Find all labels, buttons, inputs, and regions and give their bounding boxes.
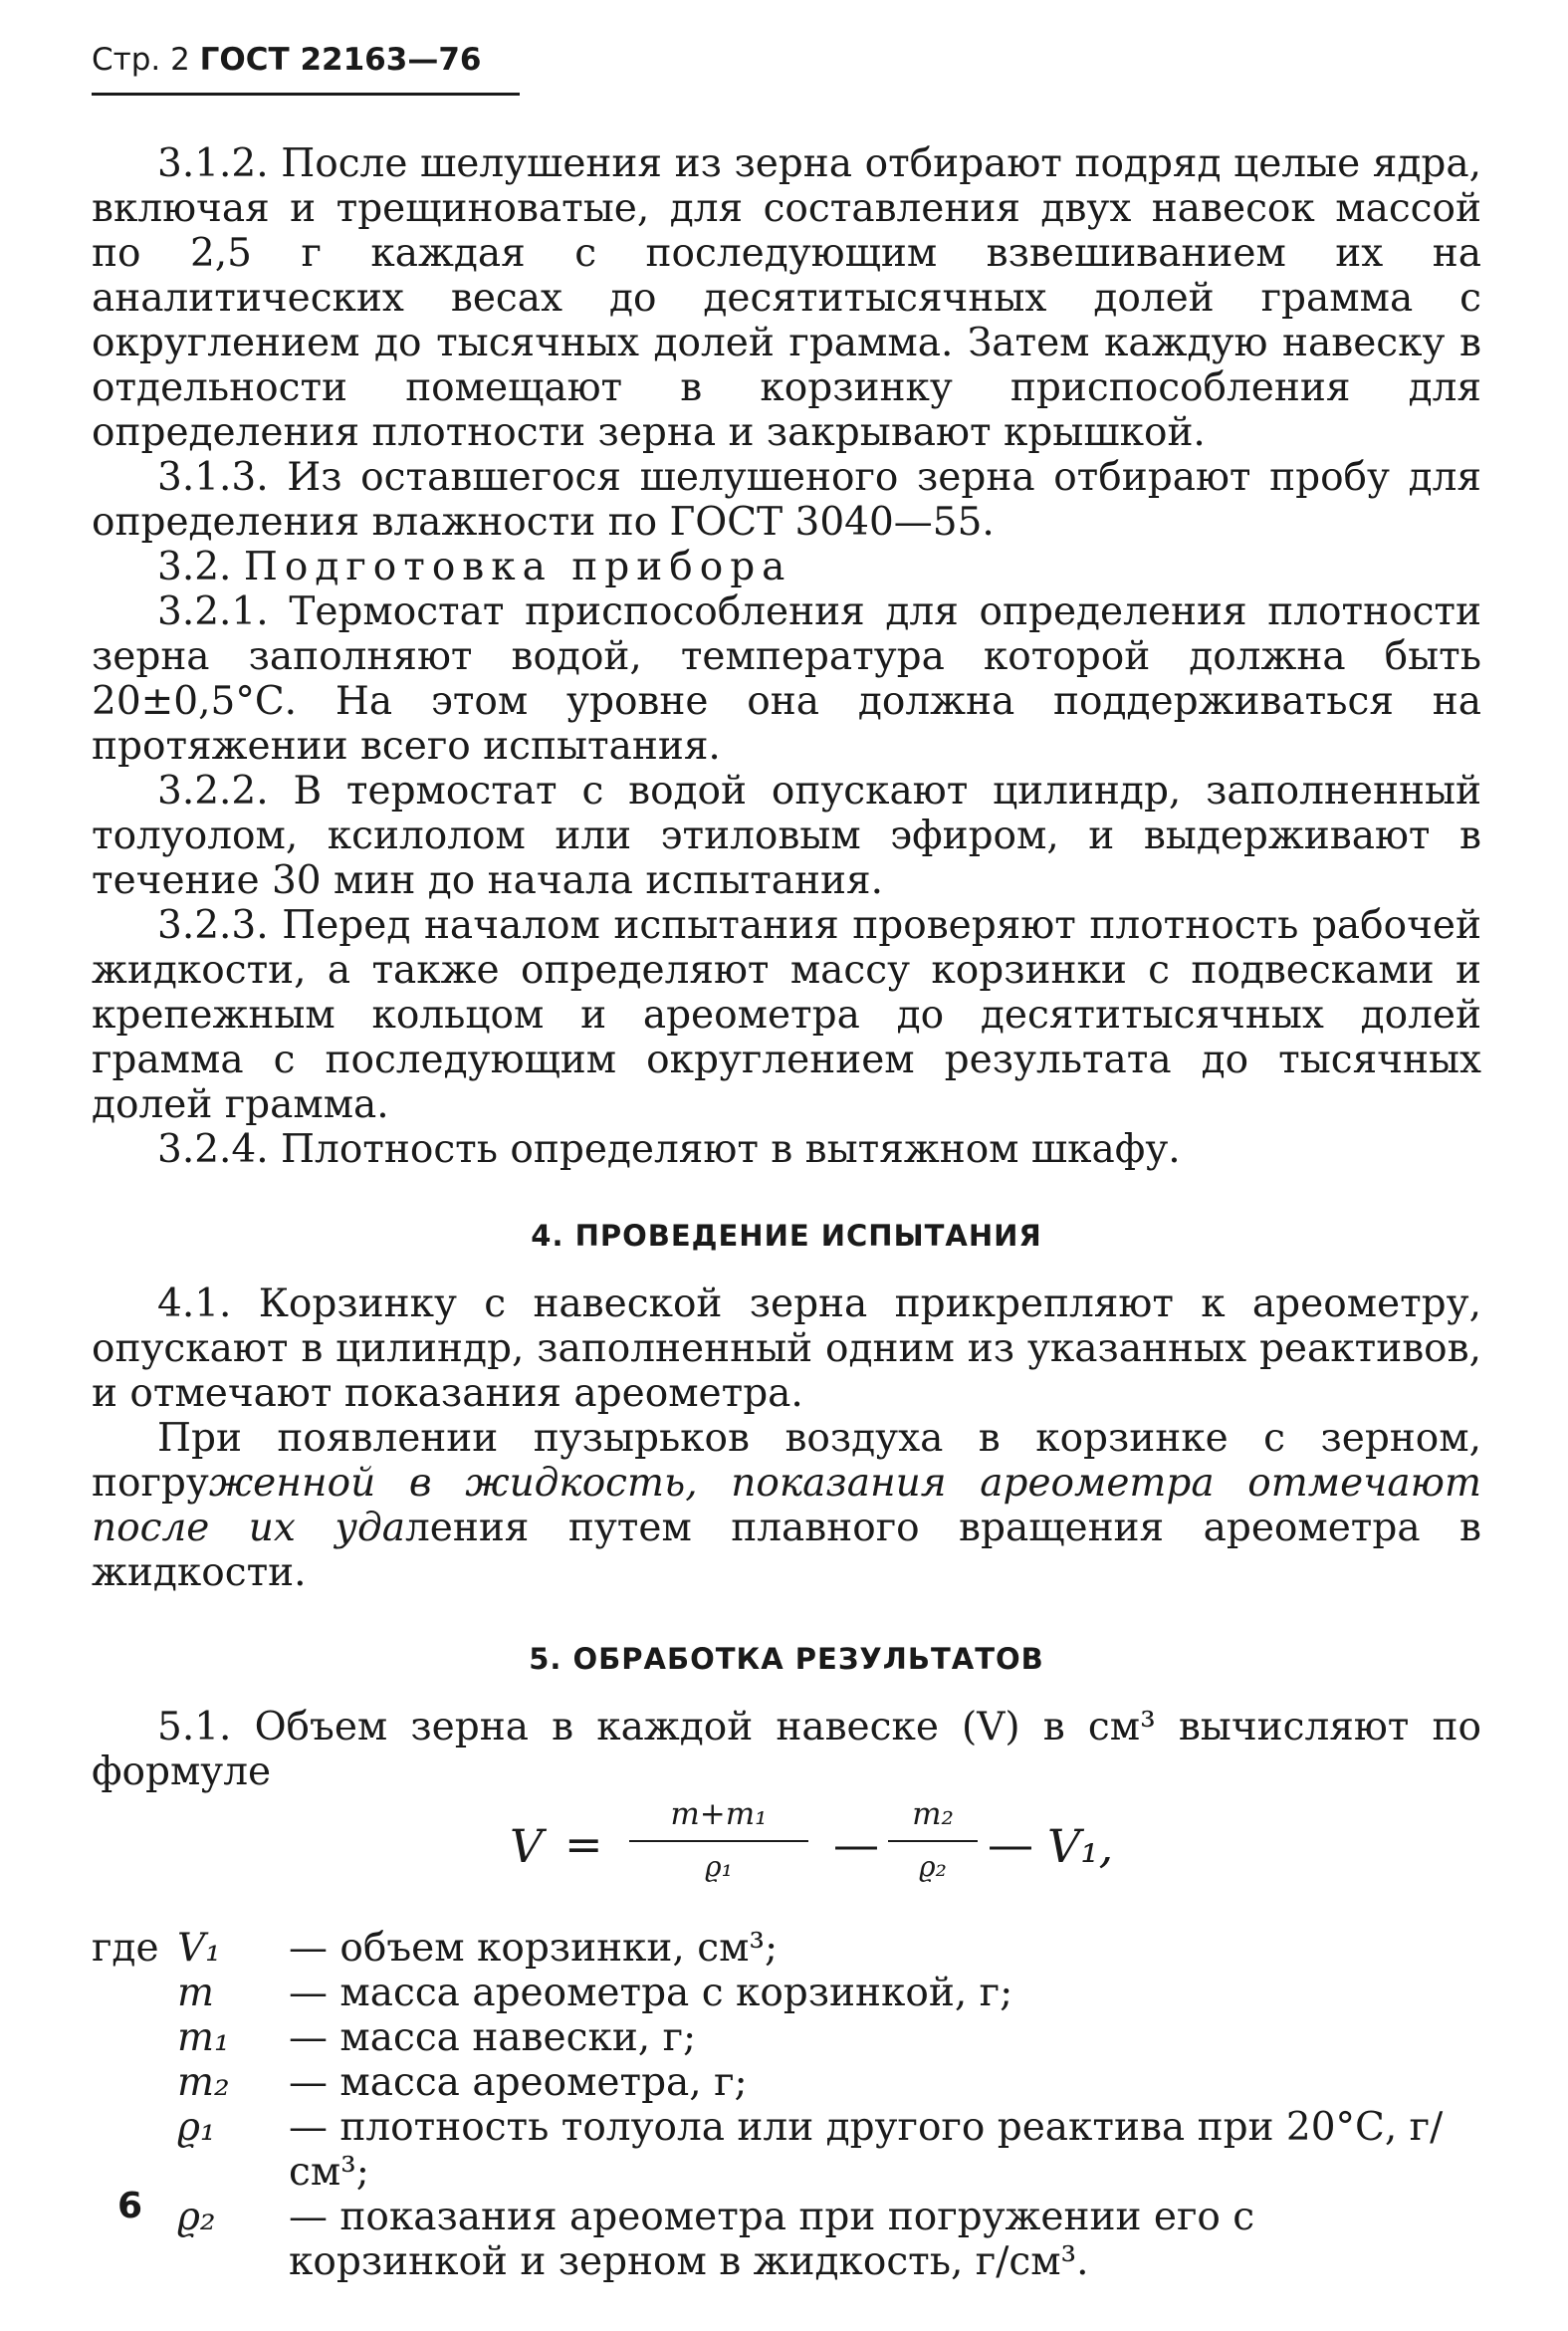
subsection-3-2: [92, 545, 1481, 589]
definition-text: — масса ареометра, г;: [289, 2060, 748, 2105]
definition-symbol: ϱ₁: [177, 2105, 216, 2150]
definition-row: [92, 2060, 1481, 2105]
paragraph-5-1: 5.1. Объем зерна в каждой навеске (V) в см³ вычисляют по формуле: [92, 1705, 1481, 1794]
fraction-2-numerator: m₂: [912, 1796, 954, 1832]
fraction-2-bar: [888, 1840, 978, 1842]
paragraph-3-1-2: 3.1.2. После шелушения из зерна отбирают подряд целые ядра, включая и трещиноватые, для составления двух навесок массой по 2,5 г каждая с последующим взвешиванием их на аналитических весах до десятитысячных долей грамма с округлением до тысячных долей грамма. Затем каждую навеску в отдельности помещают в корзинку приспособления для определения плотности зерна и закрывают крышкой.: [92, 141, 1481, 455]
fraction-1-bar: [629, 1840, 808, 1842]
paragraph-4-1: 4.1. Корзинку с навеской зерна прикрепляют к ареометру, опускают в цилиндр, заполненный одним из указанных реактивов, и отмечают показания ареометра.: [92, 1282, 1481, 1416]
document-body: [92, 141, 1481, 2284]
definition-symbol: V₁: [177, 1926, 221, 1971]
formula-fraction-1: [629, 1796, 808, 1882]
paragraph-4-1-bubbles: [92, 1416, 1481, 1595]
formula-minus-2: —: [988, 1817, 1033, 1871]
definition-text: — плотность толуола или другого реактива при 20°С, г/см³;: [289, 2105, 1444, 2195]
formula-definitions: [92, 1926, 1481, 2284]
fraction-1-numerator: m+m₁: [670, 1796, 768, 1832]
definition-text: — масса ареометра с корзинкой, г;: [289, 1971, 1013, 2015]
fraction-2-denominator: ϱ₂: [919, 1850, 947, 1883]
formula-lhs: V: [510, 1819, 544, 1873]
volume-formula: [92, 1796, 1481, 1926]
formula-fraction-2: [888, 1796, 978, 1882]
paragraph-3-1-3: 3.1.3. Из оставшегося шелушеного зерна отбирают пробу для определения влажности по ГОСТ 3040—55.: [92, 455, 1481, 545]
definition-row: [92, 1971, 1481, 2015]
definition-text: — объем корзинки, см³;: [289, 1926, 779, 1971]
fraction-1-denominator: ϱ₁: [705, 1850, 733, 1883]
definition-row: [92, 2105, 1481, 2195]
bubbles-text-end: ления путем плавного вращения ареометра в жидкости.: [92, 1506, 1481, 1595]
definition-text: — масса навески, г;: [289, 2015, 697, 2060]
page-header: [92, 42, 481, 78]
paragraph-3-2-1: 3.2.1. Термостат приспособления для определения плотности зерна заполняют водой, температура которой должна быть 20±0,5°С. На этом уровне она должна поддерживаться на протяжении всего испытания.: [92, 589, 1481, 769]
definition-symbol: m₁: [177, 2015, 230, 2060]
standard-number: ГОСТ 22163—76: [199, 42, 482, 78]
formula-minus-1: —: [833, 1817, 879, 1871]
definition-symbol: ϱ₂: [177, 2195, 216, 2239]
definition-symbol: m: [177, 1971, 214, 2015]
definition-prefix: где: [92, 1926, 159, 1971]
definition-row: [92, 1926, 1481, 1971]
page-label: Стр. 2: [92, 42, 190, 78]
definition-text: — показания ареометра при погружении его с корзинкой и зерном в жидкость, г/см³.: [289, 2195, 1255, 2284]
subsection-title: Подготовка прибора: [243, 545, 792, 589]
section-5-heading: 5. ОБРАБОТКА РЕЗУЛЬТАТОВ: [529, 1642, 1044, 1676]
paragraph-3-2-2: 3.2.2. В термостат с водой опускают цилиндр, заполненный толуолом, ксилолом или этиловым эфиром, и выдерживают в течение 30 мин до начала испытания.: [92, 769, 1481, 903]
header-rule: [92, 93, 520, 96]
section-4-heading: 4. ПРОВЕДЕНИЕ ИСПЫТАНИЯ: [531, 1219, 1042, 1253]
formula-tail: V₁,: [1047, 1819, 1114, 1873]
bubbles-text-normal: При появлении пузырьков воздуха в корзинке с зерном, погру: [92, 1416, 1481, 1506]
formula-equals: =: [564, 1817, 603, 1871]
page-number: 6: [117, 2186, 143, 2226]
definition-row: [92, 2015, 1481, 2060]
paragraph-3-2-4: 3.2.4. Плотность определяют в вытяжном шкафу.: [157, 1127, 1181, 1172]
paragraph-3-2-3: 3.2.3. Перед началом испытания проверяют плотность рабочей жидкости, а также определяют массу корзинки с подвесками и крепежным кольцом и ареометра до десятитысячных долей грамма с последующим округлением результата до тысячных долей грамма.: [92, 903, 1481, 1127]
definition-symbol: m₂: [177, 2060, 230, 2105]
subsection-number: 3.2.: [157, 545, 232, 589]
bubbles-text-italic: женной в жидкость, показания ареометра отмечают после их уда: [92, 1461, 1481, 1550]
definition-row: [92, 2195, 1481, 2284]
